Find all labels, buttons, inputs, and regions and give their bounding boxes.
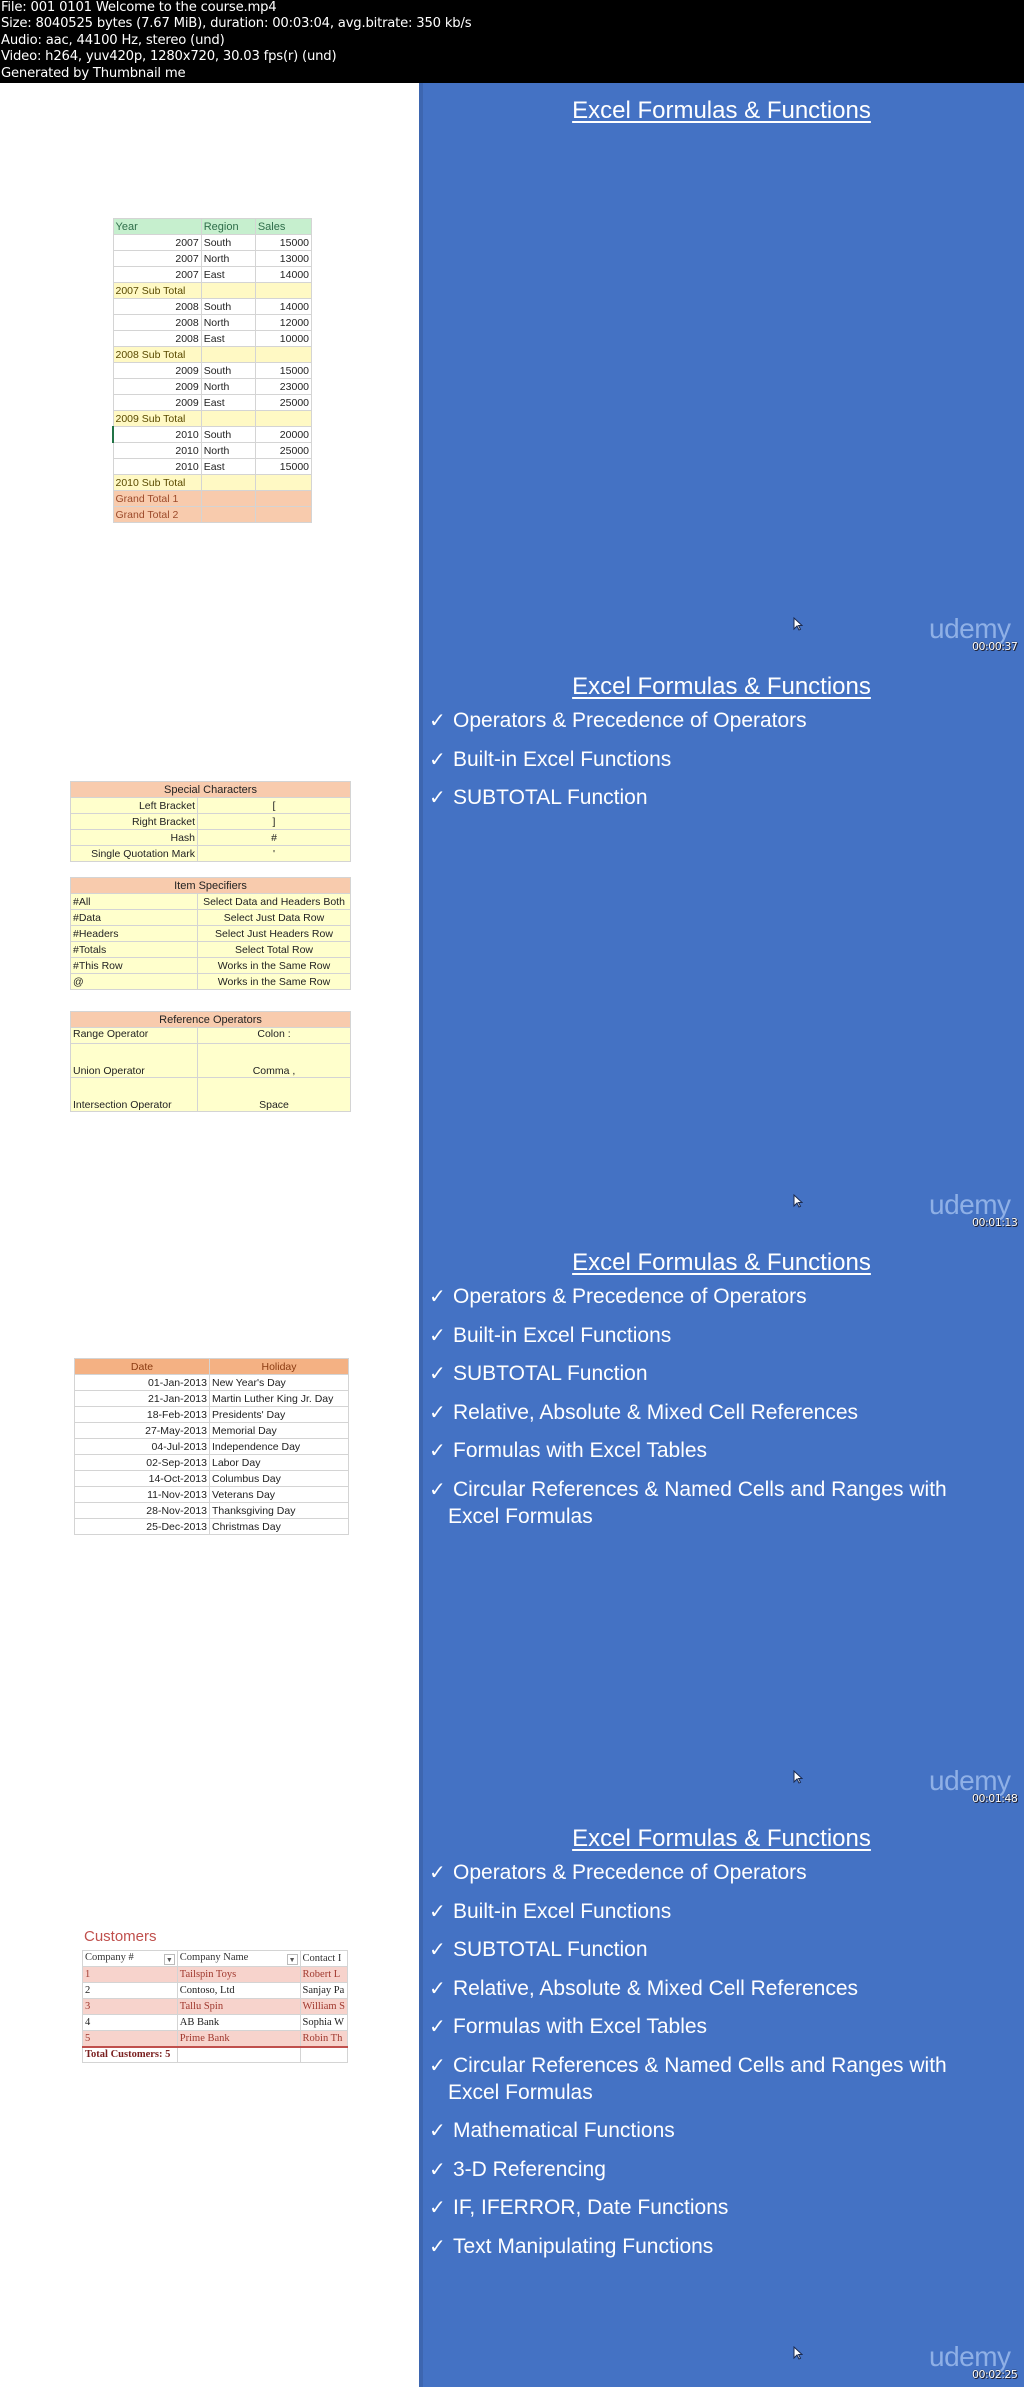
cell: Total Customers: 5 [83,2047,178,2063]
cell: Contoso, Ltd [177,1983,300,1999]
table-row [75,1487,349,1503]
col-header-region: Region [201,219,255,235]
thumbnail-frame-2 [0,659,1024,1235]
table-row [71,942,351,958]
table-row [75,1519,349,1535]
cell: Space [198,1078,351,1112]
size-line: Size: 8040525 bytes (7.67 MiB), duration: 00:03:04, avg.bitrate: 350 kb/s [1,16,472,32]
cell: North [201,379,255,395]
cell [255,507,311,523]
subtotal-row [113,283,312,299]
cell: #All [71,894,198,910]
table-row [71,910,351,926]
checkmark-icon: ✓ [429,1476,446,1501]
cell: Robin Th [300,2031,347,2047]
cell: Columbus Day [210,1471,349,1487]
checkmark-icon: ✓ [429,1975,446,2000]
cell: 5 [83,2031,178,2047]
cell: Intersection Operator [71,1078,198,1112]
topic-item: ✓ Built-in Excel Functions [429,746,672,771]
slide-title: Excel Formulas & Functions [572,1825,871,1852]
checkmark-icon: ✓ [429,708,446,732]
cell: 2007 [113,267,201,283]
cell: 2009 [113,395,201,411]
thumbnail-frame-1 [0,83,1024,659]
table-row [75,1439,349,1455]
table-row [71,958,351,974]
cell: 18-Feb-2013 [75,1407,210,1423]
checkmark-icon: ✓ [429,1860,446,1884]
col-header-holiday: Holiday [210,1359,349,1375]
cell: South [201,299,255,315]
col-header-company-number: Company # ▼ [83,1951,178,1967]
audio-line: Audio: aac, 44100 Hz, stereo (und) [1,32,225,48]
frame-timestamp: 00:01:48 [972,1792,1018,1805]
cell: East [201,267,255,283]
table-row [83,2031,348,2047]
cell: Left Bracket [71,798,198,814]
cell: 2008 [113,315,201,331]
cell: # [198,830,351,846]
cell: Works in the Same Row [198,958,351,974]
cell: 25000 [255,443,311,459]
table-row [113,267,312,283]
cell: Grand Total 1 [113,491,201,507]
filter-dropdown-icon[interactable]: ▼ [164,1954,175,1965]
cell [300,2047,347,2063]
cell: #Data [71,910,198,926]
slide-title: Excel Formulas & Functions [572,97,871,124]
customers-table [82,1950,348,2063]
cell: Select Data and Headers Both [198,894,351,910]
table-row [71,846,351,862]
topic-item: ✓ Built-in Excel Functions [429,1322,672,1347]
cell: 2008 [113,299,201,315]
topic-item: ✓ Formulas with Excel Tables [429,2014,708,2038]
topic-item: ✓ Text Manipulating Functions [429,2233,714,2258]
cell: ] [198,814,351,830]
topic-item: ✓ Circular References & Named Cells and Ranges with Excel Formulas [429,2052,947,2104]
checkmark-icon: ✓ [429,1937,446,1961]
excel-pane [0,1811,419,2387]
cell: North [201,251,255,267]
topic-list [429,1283,1019,1541]
cell: Hash [71,830,198,846]
cell: Sanjay Pa [300,1983,347,1999]
cell [201,283,255,299]
col-header-company-name: Company Name ▼ [177,1951,300,1967]
table-row [75,1503,349,1519]
cell: Tallu Spin [177,1999,300,2015]
frame-timestamp: 00:01:13 [972,1216,1018,1229]
col-header-date: Date [75,1359,210,1375]
cell: Select Just Data Row [198,910,351,926]
topic-item: ✓ Built-in Excel Functions [429,1898,672,1923]
cell: 21-Jan-2013 [75,1391,210,1407]
table-row [83,2015,348,2031]
cell [255,475,311,491]
checkmark-icon: ✓ [429,2118,446,2142]
cell [255,491,311,507]
cell: 2008 [113,331,201,347]
cell: William S [300,1999,347,2015]
excel-pane [0,83,419,659]
table-row [71,974,351,990]
table-row [83,1999,348,2015]
customers-title: Customers [84,1928,157,1945]
cell: Sophia W [300,2015,347,2031]
slide-pane [419,83,1024,659]
udemy-logo: udemy [929,2341,1011,2372]
table-row [83,1967,348,1983]
topic-item: ✓ Operators & Precedence of Operators [429,708,807,732]
cell: 2 [83,1983,178,1999]
slide-title: Excel Formulas & Functions [572,1249,871,1276]
udemy-logo: udemy [929,613,1011,644]
cell: East [201,395,255,411]
cell: 2009 Sub Total [113,411,201,427]
cell: North [201,315,255,331]
cell: 2007 [113,235,201,251]
cell: 25000 [255,395,311,411]
cell: 2010 [113,427,201,443]
cell: 13000 [255,251,311,267]
cell: #Totals [71,942,198,958]
table-row [71,1044,351,1078]
excel-pane [0,659,419,1235]
checkmark-icon: ✓ [429,1322,446,1347]
table-row [75,1391,349,1407]
col-header-contact: Contact I [300,1951,347,1967]
thumbnail-frame-3 [0,1235,1024,1811]
cell: 12000 [255,315,311,331]
table-row [113,331,312,347]
table-title: Special Characters [71,782,351,798]
topic-item: ✓ Formulas with Excel Tables [429,1438,708,1462]
topic-item: ✓ Operators & Precedence of Operators [429,1860,807,1884]
cell: Robert L [300,1967,347,1983]
table-row [71,926,351,942]
cell: East [201,331,255,347]
subtotal-table [112,218,312,523]
col-header-year: Year [113,219,201,235]
table-row [75,1407,349,1423]
checkmark-icon: ✓ [429,2156,446,2181]
cell: East [201,459,255,475]
thumbnail-frame-4 [0,1811,1024,2387]
cell: 11-Nov-2013 [75,1487,210,1503]
table-row [75,1471,349,1487]
cell: 14-Oct-2013 [75,1471,210,1487]
cell [201,475,255,491]
cell [201,411,255,427]
checkmark-icon: ✓ [429,746,446,771]
cell [255,411,311,427]
cell: Presidents' Day [210,1407,349,1423]
cell: Range Operator [71,1028,198,1044]
checkmark-icon: ✓ [429,1438,446,1462]
cell: AB Bank [177,2015,300,2031]
cell [255,283,311,299]
cell: Independence Day [210,1439,349,1455]
cell: 2007 Sub Total [113,283,201,299]
topic-item: ✓ Mathematical Functions [429,2118,675,2142]
cell: 10000 [255,331,311,347]
cell: 02-Sep-2013 [75,1455,210,1471]
cell: 2010 [113,443,201,459]
cell: 27-May-2013 [75,1423,210,1439]
cell: Veterans Day [210,1487,349,1503]
table-row [113,395,312,411]
frame-timestamp: 00:00:37 [972,640,1018,653]
cell: 2009 [113,363,201,379]
subtotal-row [113,411,312,427]
checkmark-icon: ✓ [429,1399,446,1424]
topic-item: ✓ SUBTOTAL Function [429,785,648,809]
cell: South [201,235,255,251]
cell: Select Just Headers Row [198,926,351,942]
topic-item: ✓ IF, IFERROR, Date Functions [429,2195,729,2219]
table-header-row [113,219,312,235]
cell: [ [198,798,351,814]
cell: 15000 [255,235,311,251]
topic-item: ✓ SUBTOTAL Function [429,1361,648,1385]
generator-line: Generated by Thumbnail me [1,65,186,81]
table-row [71,1028,351,1044]
cell: South [201,427,255,443]
cell: Tailspin Toys [177,1967,300,1983]
total-row [83,2047,348,2063]
cell: South [201,363,255,379]
cell [255,347,311,363]
cell: 14000 [255,299,311,315]
topic-item: ✓ Relative, Absolute & Mixed Cell References [429,1399,859,1424]
cell: Thanksgiving Day [210,1503,349,1519]
cell: 2009 [113,379,201,395]
cell: @ [71,974,198,990]
table-row [113,235,312,251]
checkmark-icon: ✓ [429,1361,446,1385]
table-row [71,894,351,910]
cell: 4 [83,2015,178,2031]
table-row [113,459,312,475]
cell: Colon : [198,1028,351,1044]
cell: #This Row [71,958,198,974]
checkmark-icon: ✓ [429,1284,446,1308]
cell: #Headers [71,926,198,942]
table-title: Reference Operators [71,1012,351,1028]
table-title: Item Specifiers [71,878,351,894]
holidays-table [74,1358,349,1535]
cell: ' [198,846,351,862]
cell: Works in the Same Row [198,974,351,990]
checkmark-icon: ✓ [429,2195,446,2219]
table-row [75,1423,349,1439]
frame-timestamp: 00:02:25 [972,2368,1018,2381]
cell [201,347,255,363]
cell: Christmas Day [210,1519,349,1535]
cell: Labor Day [210,1455,349,1471]
cell: 20000 [255,427,311,443]
table-row [71,814,351,830]
cell: 01-Jan-2013 [75,1375,210,1391]
checkmark-icon: ✓ [429,785,446,809]
cell: 25-Dec-2013 [75,1519,210,1535]
cell: Comma , [198,1044,351,1078]
topic-item: ✓ 3-D Referencing [429,2156,606,2181]
excel-pane [0,1235,419,1811]
col-header-sales: Sales [255,219,311,235]
cell: 1 [83,1967,178,1983]
checkmark-icon: ✓ [429,2233,446,2258]
cell: Prime Bank [177,2031,300,2047]
udemy-logo: udemy [929,1765,1011,1796]
cell: 15000 [255,459,311,475]
topic-item: ✓ Circular References & Named Cells and Ranges with Excel Formulas [429,1476,947,1528]
slide-pane [419,1235,1024,1811]
special-characters-table [70,781,351,862]
cell: 2007 [113,251,201,267]
cell: 2010 Sub Total [113,475,201,491]
cell: Select Total Row [198,942,351,958]
cell: 2010 [113,459,201,475]
cell: Right Bracket [71,814,198,830]
cell: Memorial Day [210,1423,349,1439]
table-row [113,315,312,331]
table-row [75,1375,349,1391]
table-header-row [75,1359,349,1375]
slide-title: Excel Formulas & Functions [572,673,871,700]
table-row [71,1078,351,1112]
table-row [71,798,351,814]
cell [201,491,255,507]
grand-total-row [113,507,312,523]
checkmark-icon: ✓ [429,2014,446,2038]
table-row [83,1983,348,1999]
cell: Union Operator [71,1044,198,1078]
cell: 2008 Sub Total [113,347,201,363]
cell: 3 [83,1999,178,2015]
cell: Martin Luther King Jr. Day [210,1391,349,1407]
table-row [113,379,312,395]
table-row [113,363,312,379]
item-specifiers-table [70,877,351,990]
table-row [113,427,312,443]
slide-pane [419,1811,1024,2387]
grand-total-row [113,491,312,507]
cell: 15000 [255,363,311,379]
topic-item: ✓ SUBTOTAL Function [429,1937,648,1961]
topic-item: ✓ Relative, Absolute & Mixed Cell References [429,1975,859,2000]
cell: Grand Total 2 [113,507,201,523]
cell [201,507,255,523]
checkmark-icon: ✓ [429,1898,446,1923]
cell: 28-Nov-2013 [75,1503,210,1519]
table-row [113,299,312,315]
cell: 23000 [255,379,311,395]
checkmark-icon: ✓ [429,2052,446,2077]
table-row [71,830,351,846]
topic-list [429,707,1019,823]
cell: North [201,443,255,459]
cell: 14000 [255,267,311,283]
slide-pane [419,659,1024,1235]
cell: Single Quotation Mark [71,846,198,862]
subtotal-row [113,347,312,363]
topic-item: ✓ Operators & Precedence of Operators [429,1284,807,1308]
topic-list [429,1859,1019,2271]
cell [177,2047,300,2063]
table-row [75,1455,349,1471]
video-info-header [0,0,1024,83]
udemy-logo: udemy [929,1189,1011,1220]
table-row [113,251,312,267]
cell: 04-Jul-2013 [75,1439,210,1455]
reference-operators-table [70,1011,351,1112]
table-header-row [83,1951,348,1967]
cell: New Year's Day [210,1375,349,1391]
filter-dropdown-icon[interactable]: ▼ [287,1954,298,1965]
file-name-line: File: 001 0101 Welcome to the course.mp4 [1,0,277,15]
video-line: Video: h264, yuv420p, 1280x720, 30.03 fps(r) (und) [1,49,337,65]
subtotal-row [113,475,312,491]
table-row [113,443,312,459]
